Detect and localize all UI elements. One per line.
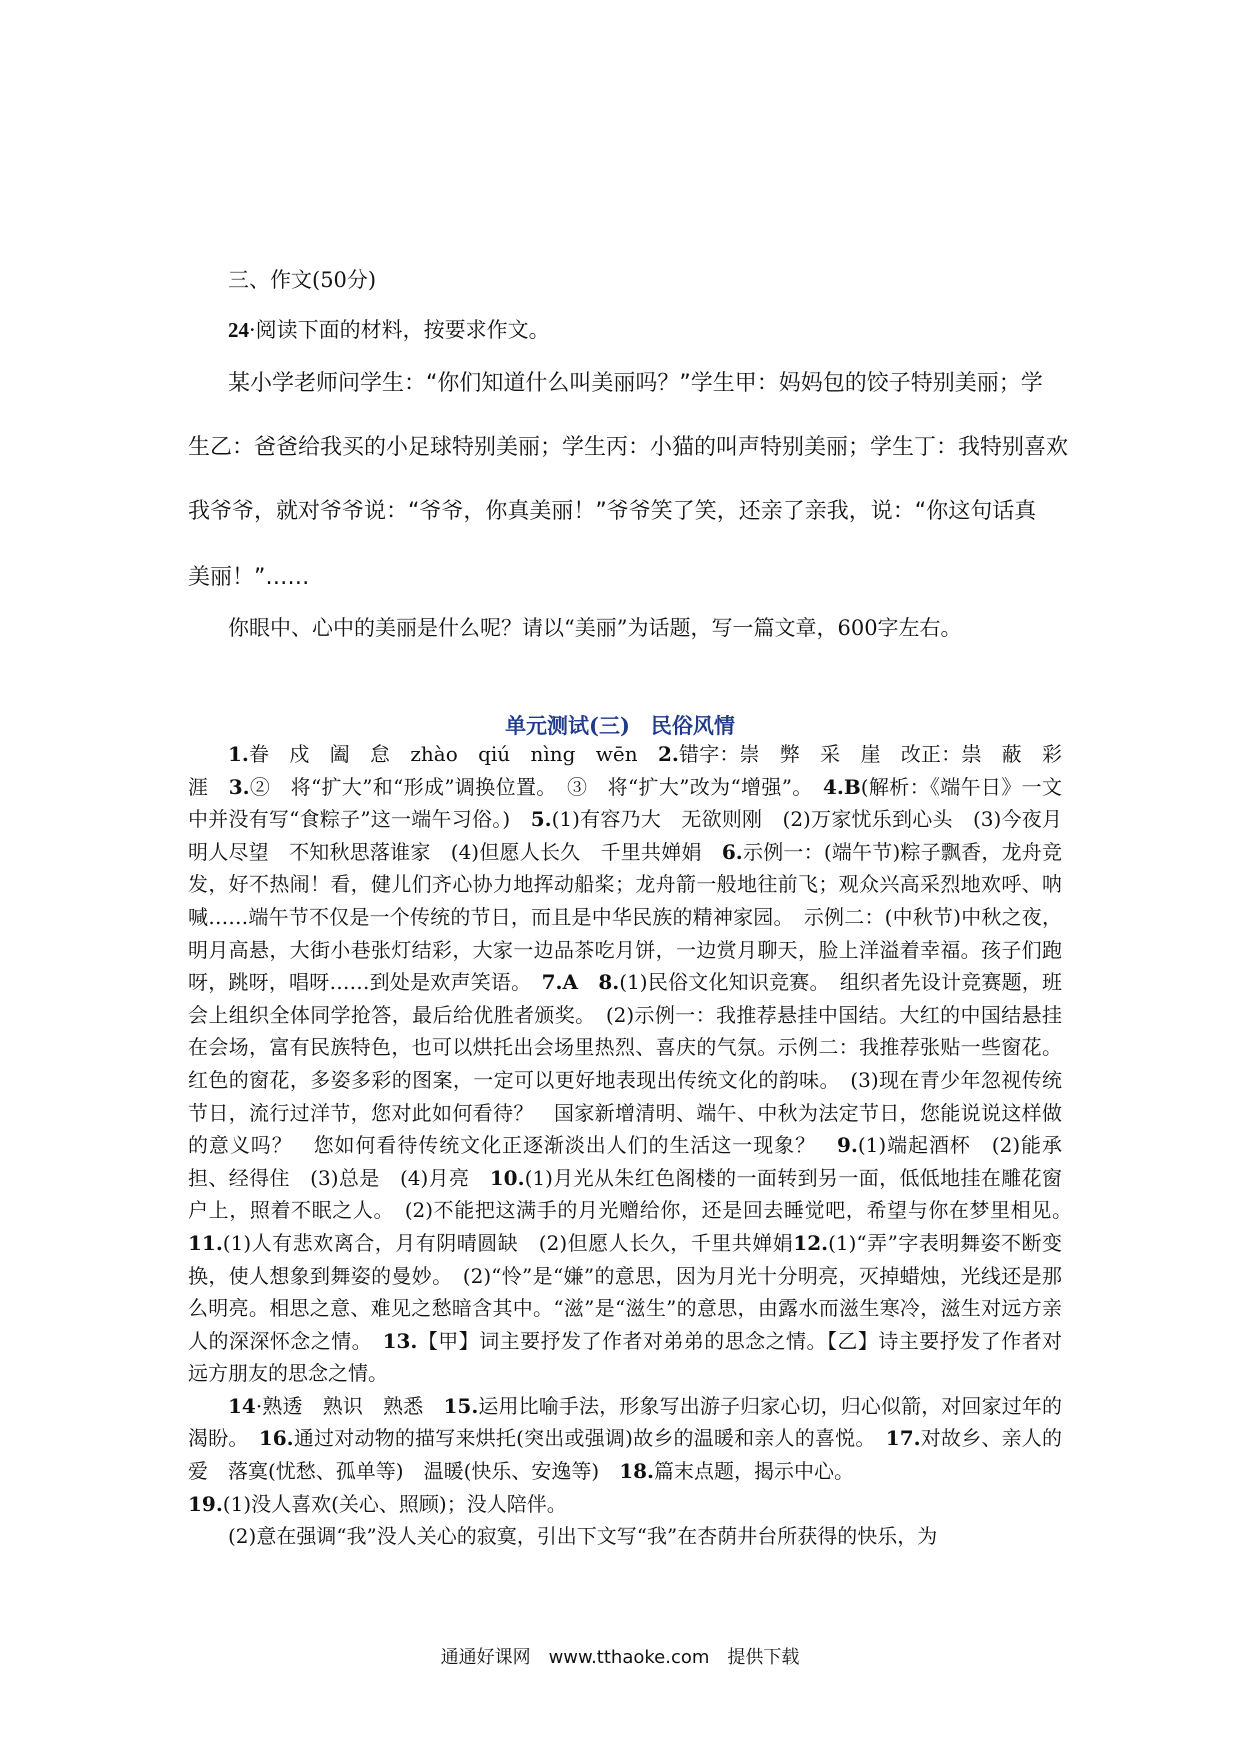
answer-text: 运用比喻手法，形象写出游子归家心切，归心似箭，对回家过年的渴盼。 — [188, 1393, 1062, 1451]
question-number: 24 — [228, 318, 249, 342]
answer-number: 12. — [793, 1230, 829, 1255]
answers-paragraph-3 — [188, 1488, 1062, 1521]
answer-number: 16. — [258, 1426, 294, 1451]
material-line-2: 生乙：爸爸给我买的小足球特别美丽；学生丙：小猫的叫声特别美丽；学生丁：我特别喜欢 — [188, 435, 1069, 460]
answer-number: 2. — [657, 742, 679, 766]
answer-number: 4.B — [822, 774, 861, 799]
answer-text: 示例一：(端午节)粽子飘香，龙舟竞发，好不热闹！看，健儿们齐心协力地挥动船桨；龙舟箭一般地往前飞；观众兴高采烈地欢呼、呐喊……端午节不仅是一个传统的节日，而且是中华民族的精神家园。 示例二：(中秋节)中秋之夜，明月高悬，大街小巷张灯结彩，大家一边品茶吃月饼，一边赏月聊天，脸上洋溢着幸福。孩子们跑呀，跳呀，唱呀……到处是欢声笑语。 — [188, 839, 1062, 995]
answer-number: 3. — [228, 774, 250, 799]
answer-number: 6. — [721, 839, 743, 864]
answer-text: (1)端起酒杯 (2)能承担、经得住 (3)总是 (4)月亮 — [188, 1133, 1062, 1190]
answer-number: 17. — [885, 1426, 921, 1451]
section-heading: 三、作文(50分) — [228, 268, 377, 292]
answer-text: (1)“弄”字表明舞姿不断变换，使人想象到舞姿的曼妙。 (2)“怜”是“嫌”的意思，因为月光十分明亮，灭掉蜡烛，光线还是那么明亮。相思之意、难见之愁暗含其中。“滋”是“滋生”的意思，由露水而滋生寒冷，滋生对远方亲人的深深怀念之情。 — [188, 1230, 1062, 1353]
answer-number: 9. — [836, 1133, 858, 1158]
answer-number: 18. — [619, 1459, 655, 1484]
page-footer: 通通好课网 www.tthaoke.com 提供下载 — [440, 1647, 800, 1668]
question-instruction: ·阅读下面的材料，按要求作文。 — [249, 318, 550, 342]
answer-text — [578, 970, 598, 994]
answer-text: (1)没人喜欢(关心、照顾)；没人陪伴。 — [222, 1491, 567, 1516]
answer-text: (1)月光从朱红色阁楼的一面转到另一面，低低地挂在雕花窗户上，照着不眠之人。 (2)不能把这满手的月光赠给你，还是回去睡觉吧，希望与你在梦里相见。 — [188, 1165, 1082, 1223]
answer-number: 5. — [530, 807, 552, 832]
answer-number: 11. — [188, 1230, 223, 1255]
answers-title: 单元测试(三) 民俗风情 — [505, 713, 735, 738]
question-24 — [228, 314, 550, 344]
answer-text: (解析：《端午日》一文中并没有写“食粽子”这一端午习俗。) — [188, 774, 1062, 832]
answer-number: 1. — [228, 742, 249, 766]
answer-number: 19. — [188, 1491, 223, 1516]
answer-number: 14 — [228, 1393, 256, 1418]
answer-number: 13. — [382, 1328, 418, 1353]
answer-text: 篇末点题，揭示中心。 — [654, 1459, 855, 1484]
answer-text: 对故乡、亲人的爱 落寞(忧愁、孤单等) 温暖(快乐、安逸等) — [188, 1426, 1063, 1484]
answer-number: 10. — [489, 1165, 525, 1190]
answer-text: 【甲】词主要抒发了作者对弟弟的思念之情。【乙】诗主要抒发了作者对远方朋友的思念之情。 — [188, 1328, 1063, 1386]
answer-text: 眷 戍 阖 怠 zhào qiú nìng wēn — [248, 742, 658, 766]
answer-text: ·熟透 熟识 熟悉 — [255, 1393, 444, 1418]
answer-text: 错字：崇 弊 采 崖 改正：祟 蔽 彩 涯 — [188, 742, 1083, 799]
answers-paragraph-4: (2)意在强调“我”没人关心的寂寞，引出下文写“我”在杏荫井台所获得的快乐，为 — [228, 1524, 938, 1549]
material-line-3: 我爷爷，就对爷爷说：“爷爷，你真美丽！”爷爷笑了笑，还亲了亲我，说：“你这句话真 — [188, 499, 1037, 524]
answer-text: ② 将“扩大”和“形成”调换位置。 ③ 将“扩大”改为“增强”。 — [249, 774, 823, 799]
answer-text: 通过对动物的描写来烘托(突出或强调)故乡的温暖和亲人的喜悦。 — [293, 1426, 886, 1451]
answer-number: 7.A — [541, 970, 578, 995]
answer-text: (1)民俗文化知识竞赛。 组织者先设计竞赛题，班会上组织全体同学抢答，最后给优胜者颁奖。 (2)示例一：我推荐悬挂中国结。大红的中国结悬挂在会场，富有民族特色，也可以烘托出会场里热烈、喜庆的气氛。示例二：我推荐张贴一些窗花。红色的窗花，多姿多彩的图案，一定可以更好地表现出传统文化的韵味。 (3)现在青少年忽视传统节日，流行过洋节，您对此如何看待？ 国家新增清明、端午、中秋为法定节日，您能说说这样做的意义吗？ 您如何看待传统文化正逐渐淡出人们的生活这一现象？ — [188, 970, 1062, 1158]
answer-number: 8. — [598, 970, 620, 995]
answers-paragraph-2 — [188, 1390, 1062, 1488]
answer-text: (1)人有悲欢离合，月有阴晴圆缺 (2)但愿人长久，千里共婵娟 — [222, 1230, 794, 1255]
answer-number: 15. — [443, 1393, 479, 1418]
answer-text: (1)有容乃大 无欲则刚 (2)万家忧乐到心头 (3)今夜月明人尽望 不知秋思落谁家 (4)但愿人长久 千里共婵娟 — [188, 807, 1062, 864]
answers-paragraph-1 — [188, 738, 1083, 1390]
material-line-1: 某小学老师问学生：“你们知道什么叫美丽吗？”学生甲：妈妈包的饺子特别美丽；学 — [228, 371, 1043, 396]
material-line-4: 美丽！”…… — [188, 565, 310, 590]
answers-body — [188, 738, 1083, 1553]
essay-prompt: 你眼中、心中的美丽是什么呢？请以“美丽”为话题，写一篇文章，600字左右。 — [228, 616, 962, 640]
